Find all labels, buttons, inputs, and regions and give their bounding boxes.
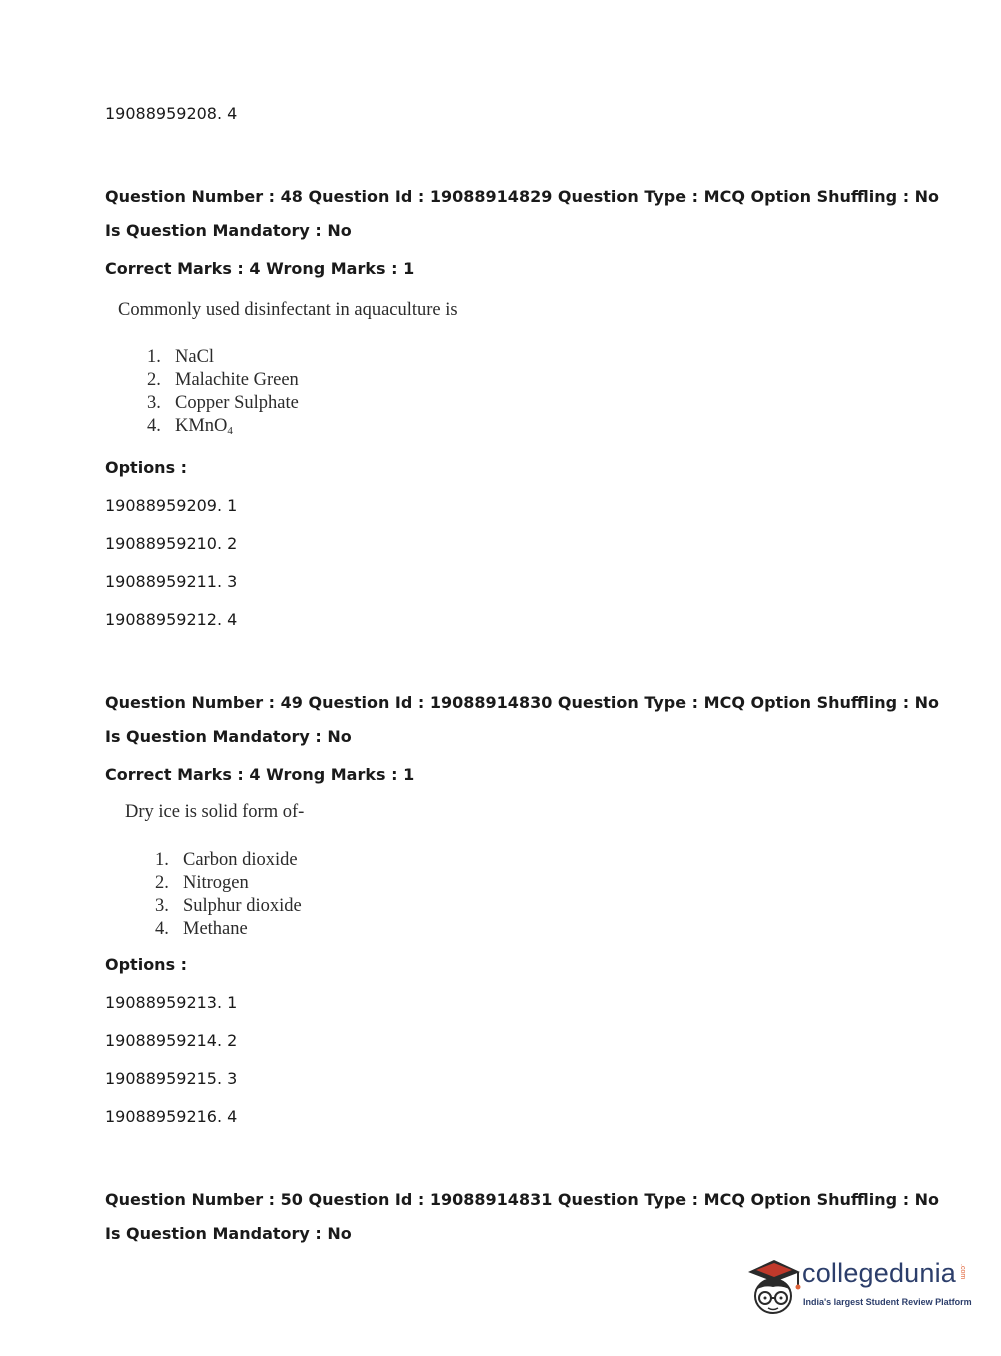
option-line: 19088959213. 1 [105,993,238,1012]
question-48-options-label: Options : [105,458,188,477]
option-line: 19088959209. 1 [105,496,238,515]
logo-wordmark: collegedunia [802,1258,957,1288]
choice-item: 1. Carbon dioxide [155,850,298,870]
option-line: 19088959211. 3 [105,572,238,591]
option-line: 19088959208. 4 [105,104,238,123]
choice-item: 4. Methane [155,919,248,939]
collegedunia-logo [742,1252,972,1322]
logo-dotcom: .com [959,1264,966,1280]
question-48-marks: Correct Marks : 4 Wrong Marks : 1 [105,259,415,278]
option-line: 19088959215. 3 [105,1069,238,1088]
choice-item: 2. Nitrogen [155,873,249,893]
choice-item: 3. Copper Sulphate [147,393,299,413]
question-49-options-label: Options : [105,955,188,974]
question-49-text: Dry ice is solid form of- [125,802,305,822]
question-50-mandatory: Is Question Mandatory : No [105,1224,352,1243]
logo-tagline: India's largest Student Review Platform [803,1297,972,1307]
option-line: 19088959210. 2 [105,534,238,553]
question-48-choices [147,346,299,443]
question-49-header: Question Number : 49 Question Id : 19088914830 Question Type : MCQ Option Shuffling : No [105,693,940,712]
question-48-mandatory: Is Question Mandatory : No [105,221,352,240]
option-line: 19088959214. 2 [105,1031,238,1050]
question-49-mandatory: Is Question Mandatory : No [105,727,352,746]
option-line: 19088959212. 4 [105,610,238,629]
choice-item: 4. KMnO$_4$ [147,416,233,437]
question-48-header: Question Number : 48 Question Id : 19088914829 Question Type : MCQ Option Shuffling : No [105,187,940,206]
question-48-text: Commonly used disinfectant in aquaculture is [118,300,458,320]
question-50-header: Question Number : 50 Question Id : 19088914831 Question Type : MCQ Option Shuffling : No [105,1190,940,1209]
question-49-marks: Correct Marks : 4 Wrong Marks : 1 [105,765,415,784]
mascot-icon [742,1252,804,1318]
question-49-choices [155,849,302,941]
choice-item: 1. NaCl [147,347,215,367]
option-line: 19088959216. 4 [105,1107,238,1126]
choice-item: 3. Sulphur dioxide [155,896,302,916]
choice-item: 2. Malachite Green [147,370,299,390]
